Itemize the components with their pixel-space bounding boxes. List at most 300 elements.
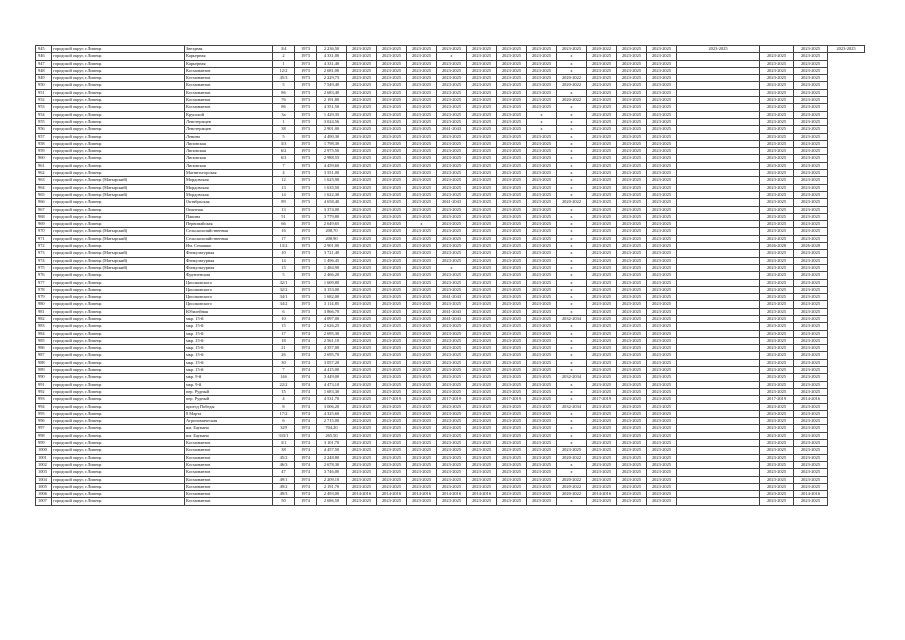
table-cell: x xyxy=(557,191,587,198)
table-cell: городской округ, г.Липецк xyxy=(52,104,185,111)
table-cell xyxy=(677,476,760,483)
table-cell: 2023-2025 xyxy=(377,454,407,461)
table-cell: 945 xyxy=(36,46,52,53)
table-cell: 962 xyxy=(36,170,52,177)
table-cell: городской округ, г.Липецк (Матырский) xyxy=(52,235,185,242)
table-cell: 2023-2025 xyxy=(467,221,497,228)
table-cell: 2023-2025 xyxy=(760,418,794,425)
table-cell: 13/2 xyxy=(273,243,295,250)
table-cell: 2023-2025 xyxy=(407,308,437,315)
table-cell: 2023-2025 xyxy=(377,155,407,162)
table-cell: 2023-2025 xyxy=(587,82,617,89)
table-cell: 2023-2025 xyxy=(467,97,497,104)
table-cell: 2023-2025 xyxy=(647,476,677,483)
table-cell: 2023-2025 xyxy=(377,250,407,257)
table-cell: 2023-2025 xyxy=(467,447,497,454)
table-cell: 2023-2025 xyxy=(617,359,647,366)
table-cell: 2023-2025 xyxy=(377,257,407,264)
table-cell: 2023-2025 xyxy=(437,133,467,140)
table-cell: 999 xyxy=(36,440,52,447)
table-cell: 2023-2025 xyxy=(497,286,527,293)
table-cell: 2023-2025 xyxy=(760,323,794,330)
table-cell: 2023-2025 xyxy=(617,133,647,140)
table-cell: 2023-2025 xyxy=(347,155,377,162)
table-cell: 2023-2025 xyxy=(794,206,828,213)
table-cell: городской округ, г.Липецк xyxy=(52,374,185,381)
table-cell: 2023-2025 xyxy=(617,454,647,461)
table-cell: городской округ, г.Липецк xyxy=(52,315,185,322)
table-cell: 2023-2025 xyxy=(794,148,828,155)
table-cell: 2023-2025 xyxy=(617,469,647,476)
table-cell: 2023-2025 xyxy=(527,425,557,432)
table-cell: 2023-2025 xyxy=(347,352,377,359)
table-cell: 2023-2025 xyxy=(794,250,828,257)
table-cell: 2023-2025 xyxy=(527,323,557,330)
table-cell: 2023-2025 xyxy=(377,367,407,374)
table-cell: 2023-2025 xyxy=(407,454,437,461)
table-cell xyxy=(677,97,760,104)
table-cell: 1 622,30 xyxy=(317,191,347,198)
table-cell: 2023-2025 xyxy=(497,388,527,395)
table-cell xyxy=(677,359,760,366)
table-cell: 2023-2025 xyxy=(794,315,828,322)
table-cell: x xyxy=(557,381,587,388)
table-cell: 2023-2025 xyxy=(437,97,467,104)
table-cell: 1973 xyxy=(295,104,317,111)
table-cell xyxy=(677,272,760,279)
table-cell: 2023-2025 xyxy=(437,279,467,286)
table-cell: 2023-2025 xyxy=(647,184,677,191)
table-cell: 2023-2025 xyxy=(467,53,497,60)
table-cell: 2023-2025 xyxy=(347,367,377,374)
table-cell xyxy=(677,82,760,89)
table-cell: 2023-2025 xyxy=(647,425,677,432)
table-cell: 2023-2025 xyxy=(527,82,557,89)
table-cell: x xyxy=(557,257,587,264)
table-cell xyxy=(677,264,760,271)
table-cell: пер. Рудный xyxy=(185,396,273,403)
table-row xyxy=(36,126,865,133)
table-cell: 2023-2025 xyxy=(407,170,437,177)
table-cell: 2023-2025 xyxy=(760,359,794,366)
table-cell: 2023-2025 xyxy=(794,272,828,279)
table-cell: 2023-2025 xyxy=(347,410,377,417)
table-cell: 2023-2025 xyxy=(347,148,377,155)
table-cell: 7 549,40 xyxy=(317,82,347,89)
table-cell xyxy=(677,352,760,359)
table-cell: 2023-2025 xyxy=(347,184,377,191)
table-cell: 2023-2025 xyxy=(467,330,497,337)
table-cell: 2023-2025 xyxy=(407,410,437,417)
table-cell: 2023-2025 xyxy=(437,461,467,468)
table-cell: 2023-2025 xyxy=(587,60,617,67)
table-cell: 2023-2025 xyxy=(760,228,794,235)
table-cell: 2023-2025 xyxy=(760,294,794,301)
table-cell xyxy=(677,396,760,403)
table-cell: 2023-2025 xyxy=(467,250,497,257)
table-cell: Октябрьская xyxy=(185,199,273,206)
table-cell: 2023-2025 xyxy=(587,308,617,315)
table-cell: городской округ, г.Липецк xyxy=(52,213,185,220)
table-cell: 2023-2025 xyxy=(617,345,647,352)
table-cell: 2023-2025 xyxy=(527,155,557,162)
table-cell: 2023-2025 xyxy=(407,191,437,198)
table-cell: 2023-2025 xyxy=(467,432,497,439)
table-cell: 2023-2025 xyxy=(617,294,647,301)
table-cell: 2 678,30 xyxy=(317,461,347,468)
table-cell: 2023-2025 xyxy=(377,294,407,301)
table-cell: 2023-2025 xyxy=(760,53,794,60)
table-cell: 2023-2025 xyxy=(760,447,794,454)
table-cell: 2023-2025 xyxy=(527,498,557,505)
table-cell: городской округ, г.Липецк xyxy=(52,337,185,344)
table-cell: 2023-2025 xyxy=(794,410,828,417)
table-cell: 2023-2025 xyxy=(377,403,407,410)
table-cell: 34/2 xyxy=(273,301,295,308)
table-cell: 2023-2025 xyxy=(527,476,557,483)
table-cell: 996 xyxy=(36,418,52,425)
table-cell: x xyxy=(557,250,587,257)
table-cell: 2023-2025 xyxy=(760,461,794,468)
table-cell: 2023-2025 xyxy=(467,418,497,425)
table-row xyxy=(36,184,865,191)
table-cell xyxy=(677,301,760,308)
table-cell xyxy=(677,323,760,330)
table-cell: 2023-2025 xyxy=(794,403,828,410)
table-cell: x xyxy=(557,148,587,155)
table-cell: проезд Победы xyxy=(185,403,273,410)
table-cell: 2023-2025 xyxy=(347,315,377,322)
table-cell: 2023-2025 xyxy=(437,403,467,410)
table-cell: 3 551,00 xyxy=(317,170,347,177)
table-cell: 2023-2025 xyxy=(377,279,407,286)
table-cell: 2023-2025 xyxy=(437,104,467,111)
table-cell: 2023-2025 xyxy=(377,410,407,417)
table-cell: 2023-2025 xyxy=(794,345,828,352)
table-cell: Липовская xyxy=(185,162,273,169)
table-cell: 4 459,60 xyxy=(317,162,347,169)
table-cell: 2023-2025 xyxy=(437,148,467,155)
table-cell: 2023-2025 xyxy=(347,170,377,177)
table-cell: 946 xyxy=(36,53,52,60)
table-cell: 1973 xyxy=(295,228,317,235)
table-cell: 2023-2025 xyxy=(587,345,617,352)
table-cell: 2023-2025 xyxy=(794,67,828,74)
table-cell: 3 779,80 xyxy=(317,213,347,220)
table-cell: Папина xyxy=(185,213,273,220)
table-cell: 2023-2025 xyxy=(617,425,647,432)
table-row xyxy=(36,286,865,293)
table-cell: 2023-2025 xyxy=(527,374,557,381)
table-cell: Первомайская xyxy=(185,221,273,228)
table-cell: 2023-2025 xyxy=(647,367,677,374)
table-cell: x xyxy=(557,67,587,74)
table-cell: 2023-2025 xyxy=(647,352,677,359)
table-cell: 2023-2025 xyxy=(407,396,437,403)
table-cell: 2023-2025 xyxy=(437,381,467,388)
table-cell: 2023-2025 xyxy=(467,75,497,82)
table-cell xyxy=(677,235,760,242)
table-cell: 2023-2025 xyxy=(347,53,377,60)
table-cell: городской округ, г.Липецк xyxy=(52,118,185,125)
table-cell: 2023-2025 xyxy=(377,272,407,279)
table-cell: 2023-2025 xyxy=(407,367,437,374)
table-cell: 993 xyxy=(36,396,52,403)
table-cell: 2023-2025 xyxy=(587,162,617,169)
table-cell: 2023-2025 xyxy=(794,184,828,191)
table-cell: 2023-2025 xyxy=(437,272,467,279)
table-cell: 2023-2025 xyxy=(407,440,437,447)
table-row xyxy=(36,352,865,359)
table-cell: 3 006,20 xyxy=(317,403,347,410)
table-cell: 992 xyxy=(36,388,52,395)
table-cell: 2023-2025 xyxy=(467,374,497,381)
table-cell: 2023-2025 xyxy=(794,257,828,264)
table-cell: x xyxy=(527,126,557,133)
table-cell: 2023-2025 xyxy=(647,155,677,162)
table-cell: 2 695,30 xyxy=(317,330,347,337)
table-cell: 2023-2025 xyxy=(407,483,437,490)
table-cell: 2023-2025 xyxy=(587,279,617,286)
table-cell: 2023-2025 xyxy=(527,469,557,476)
table-cell: 2023-2025 xyxy=(617,235,647,242)
table-cell: 2023-2025 xyxy=(407,388,437,395)
table-cell: 2023-2025 xyxy=(794,483,828,490)
table-cell: 2023-2025 xyxy=(647,491,677,498)
table-cell: 2023-2025 xyxy=(647,257,677,264)
table-cell: 2023-2025 xyxy=(794,440,828,447)
table-cell: городской округ, г.Липецк xyxy=(52,126,185,133)
table-cell: 1004 xyxy=(36,476,52,483)
table-cell: 2023-2025 xyxy=(437,177,467,184)
table-cell: Циолковского xyxy=(185,294,273,301)
table-cell: 2023-2025 xyxy=(437,75,467,82)
table-cell: 2023-2025 xyxy=(437,359,467,366)
table-cell: 14 xyxy=(273,191,295,198)
table-cell: городской округ, г.Липецк xyxy=(52,75,185,82)
table-cell: 2 686,50 xyxy=(317,498,347,505)
table-cell: 2023-2025 xyxy=(377,440,407,447)
table-cell xyxy=(677,155,760,162)
table-cell: городской округ, г.Липецк xyxy=(52,199,185,206)
table-cell: 2023-2025 xyxy=(347,206,377,213)
table-cell: 15 xyxy=(273,264,295,271)
table-cell: 2023-2025 xyxy=(527,337,557,344)
table-cell: 2023-2025 xyxy=(587,476,617,483)
table-cell: 2023-2025 xyxy=(587,148,617,155)
table-cell: x xyxy=(557,345,587,352)
table-cell: x xyxy=(557,213,587,220)
table-cell: Физкультурная xyxy=(185,264,273,271)
table-cell: 2023-2025 xyxy=(677,46,760,53)
table-cell: 2023-2025 xyxy=(377,199,407,206)
table-cell: 2023-2025 xyxy=(760,97,794,104)
table-row xyxy=(36,257,865,264)
table-row xyxy=(36,243,865,250)
table-cell: 2023-2025 xyxy=(467,337,497,344)
table-cell: 2023-2025 xyxy=(527,221,557,228)
table-cell: 2023-2025 xyxy=(587,440,617,447)
table-cell: 2023-2025 xyxy=(527,199,557,206)
table-cell: 1973 xyxy=(295,191,317,198)
table-cell xyxy=(677,403,760,410)
table-cell xyxy=(677,221,760,228)
table-cell: 2023-2025 xyxy=(587,367,617,374)
table-cell: 26 xyxy=(273,352,295,359)
table-cell: мкр. 15-й xyxy=(185,359,273,366)
table-cell: 2023-2025 xyxy=(497,184,527,191)
table-cell: x xyxy=(557,294,587,301)
table-cell: 2023-2025 xyxy=(617,403,647,410)
table-cell: им. Баумана xyxy=(185,425,273,432)
table-cell: 3 374,00 xyxy=(317,206,347,213)
table-cell: 2023-2025 xyxy=(617,118,647,125)
table-cell: 2023-2025 xyxy=(794,235,828,242)
table-cell: 2023-2025 xyxy=(377,53,407,60)
table-cell: 2023-2025 xyxy=(760,235,794,242)
table-cell: 2023-2025 xyxy=(437,286,467,293)
table-row xyxy=(36,410,865,417)
table-cell: 2023-2025 xyxy=(467,140,497,147)
table-cell: 2023-2025 xyxy=(617,308,647,315)
table-cell: 2023-2025 xyxy=(617,170,647,177)
table-cell: 2023-2025 xyxy=(347,403,377,410)
table-cell: 2023-2025 xyxy=(347,82,377,89)
table-cell: 2023-2025 xyxy=(377,206,407,213)
table-cell: 86 xyxy=(273,89,295,96)
table-cell: 1973 xyxy=(295,213,317,220)
table-cell: 2023-2025 xyxy=(377,498,407,505)
table-cell: 1973 xyxy=(295,235,317,242)
table-cell: 2023-2025 xyxy=(407,498,437,505)
table-cell: 2023-2025 xyxy=(794,279,828,286)
table-cell: 2023-2025 xyxy=(587,374,617,381)
table-cell: 2023-2025 xyxy=(407,250,437,257)
table-cell: 2023-2025 xyxy=(407,301,437,308)
table-cell: 2023-2025 xyxy=(794,75,828,82)
table-cell: 1974 xyxy=(295,454,317,461)
table-cell: x xyxy=(527,118,557,125)
table-cell: x xyxy=(557,170,587,177)
table-cell: 2023-2025 xyxy=(617,315,647,322)
table-cell: 2023-2025 xyxy=(347,483,377,490)
table-cell: 2023-2025 xyxy=(760,82,794,89)
table-cell: 2023-2025 xyxy=(377,111,407,118)
table-cell: 2023-2025 xyxy=(467,315,497,322)
table-cell: 2023-2025 xyxy=(760,330,794,337)
table-cell: 983 xyxy=(36,323,52,330)
table-cell: городской округ, г.Липецк xyxy=(52,170,185,177)
table-cell: 2023-2025 xyxy=(617,257,647,264)
table-cell: 982 xyxy=(36,315,52,322)
table-cell: Им. Семашко xyxy=(185,243,273,250)
table-cell: 2023-2025 xyxy=(617,89,647,96)
table-cell: 1974 xyxy=(295,388,317,395)
table-cell: 2032-2034 xyxy=(557,403,587,410)
table-cell: 2014-2016 xyxy=(467,491,497,498)
table-cell: 990 xyxy=(36,374,52,381)
table-cell: Липовская xyxy=(185,140,273,147)
table-row xyxy=(36,111,865,118)
table-cell: 2023-2025 xyxy=(377,104,407,111)
table-cell: 989 xyxy=(36,367,52,374)
table-cell: 2023-2025 xyxy=(617,498,647,505)
table-cell: 2023-2025 xyxy=(527,308,557,315)
table-cell: 2023-2025 xyxy=(647,498,677,505)
table-cell: 2023-2025 xyxy=(467,199,497,206)
table-cell: 2023-2025 xyxy=(527,279,557,286)
table-cell: 704,20 xyxy=(317,425,347,432)
table-cell: 2023-2025 xyxy=(617,381,647,388)
table-cell: 2023-2025 xyxy=(794,367,828,374)
table-cell: 1974 xyxy=(295,330,317,337)
table-cell: 2023-2025 xyxy=(527,213,557,220)
table-cell: 7 xyxy=(273,367,295,374)
table-cell: 1973 xyxy=(295,60,317,67)
table-cell: 2023-2025 xyxy=(647,388,677,395)
table-cell: 2023-2025 xyxy=(617,97,647,104)
table-cell: 2023-2025 xyxy=(467,89,497,96)
table-cell: 2023-2025 xyxy=(794,301,828,308)
table-cell: 2023-2025 xyxy=(347,476,377,483)
table-cell: им. Баумана xyxy=(185,432,273,439)
table-cell xyxy=(677,367,760,374)
table-cell: мкр. 15-й xyxy=(185,337,273,344)
table-cell: 2023-2025 xyxy=(794,352,828,359)
table-cell: мкр. 15-й xyxy=(185,323,273,330)
table-cell: 2023-2025 xyxy=(647,140,677,147)
table-row xyxy=(36,345,865,352)
table-cell: 46/3 xyxy=(273,461,295,468)
table-cell: 2023-2025 xyxy=(347,388,377,395)
table-cell: 2023-2025 xyxy=(437,191,467,198)
table-cell: 2023-2025 xyxy=(587,170,617,177)
table-row xyxy=(36,82,865,89)
table-cell: 1974 xyxy=(295,359,317,366)
table-cell: 2023-2025 xyxy=(527,53,557,60)
table-cell: 2023-2025 xyxy=(437,425,467,432)
table-cell: 2014-2016 xyxy=(347,491,377,498)
table-cell: 2023-2025 xyxy=(617,67,647,74)
table-cell: 2023-2025 xyxy=(647,60,677,67)
table-cell: 2023-2025 xyxy=(467,104,497,111)
table-cell: 2023-2025 xyxy=(467,177,497,184)
table-cell xyxy=(677,491,760,498)
table-cell: 2041-2043 xyxy=(437,308,467,315)
table-cell: 2023-2025 xyxy=(437,250,467,257)
table-cell: 2023-2025 xyxy=(377,374,407,381)
table-cell: 2023-2025 xyxy=(794,469,828,476)
table-cell: Космонавтов xyxy=(185,447,273,454)
table-cell: 2023-2025 xyxy=(527,177,557,184)
table-cell: 2023-2025 xyxy=(587,118,617,125)
table-cell: 2023-2025 xyxy=(497,294,527,301)
table-cell: 2023-2025 xyxy=(794,323,828,330)
table-cell: x xyxy=(557,155,587,162)
table-cell: 2023-2025 xyxy=(347,177,377,184)
table-cell: 2023-2025 xyxy=(794,53,828,60)
table-cell: 1974 xyxy=(295,410,317,417)
table-cell: 2023-2025 xyxy=(760,374,794,381)
table-cell: 1974 xyxy=(295,323,317,330)
table-cell: 2023-2025 xyxy=(437,206,467,213)
table-cell: 2023-2025 xyxy=(347,60,377,67)
table-cell: 2023-2025 xyxy=(467,483,497,490)
table-cell: 1974 xyxy=(295,483,317,490)
table-cell: 950 xyxy=(36,82,52,89)
table-row xyxy=(36,367,865,374)
table-cell: 2023-2025 xyxy=(347,447,377,454)
